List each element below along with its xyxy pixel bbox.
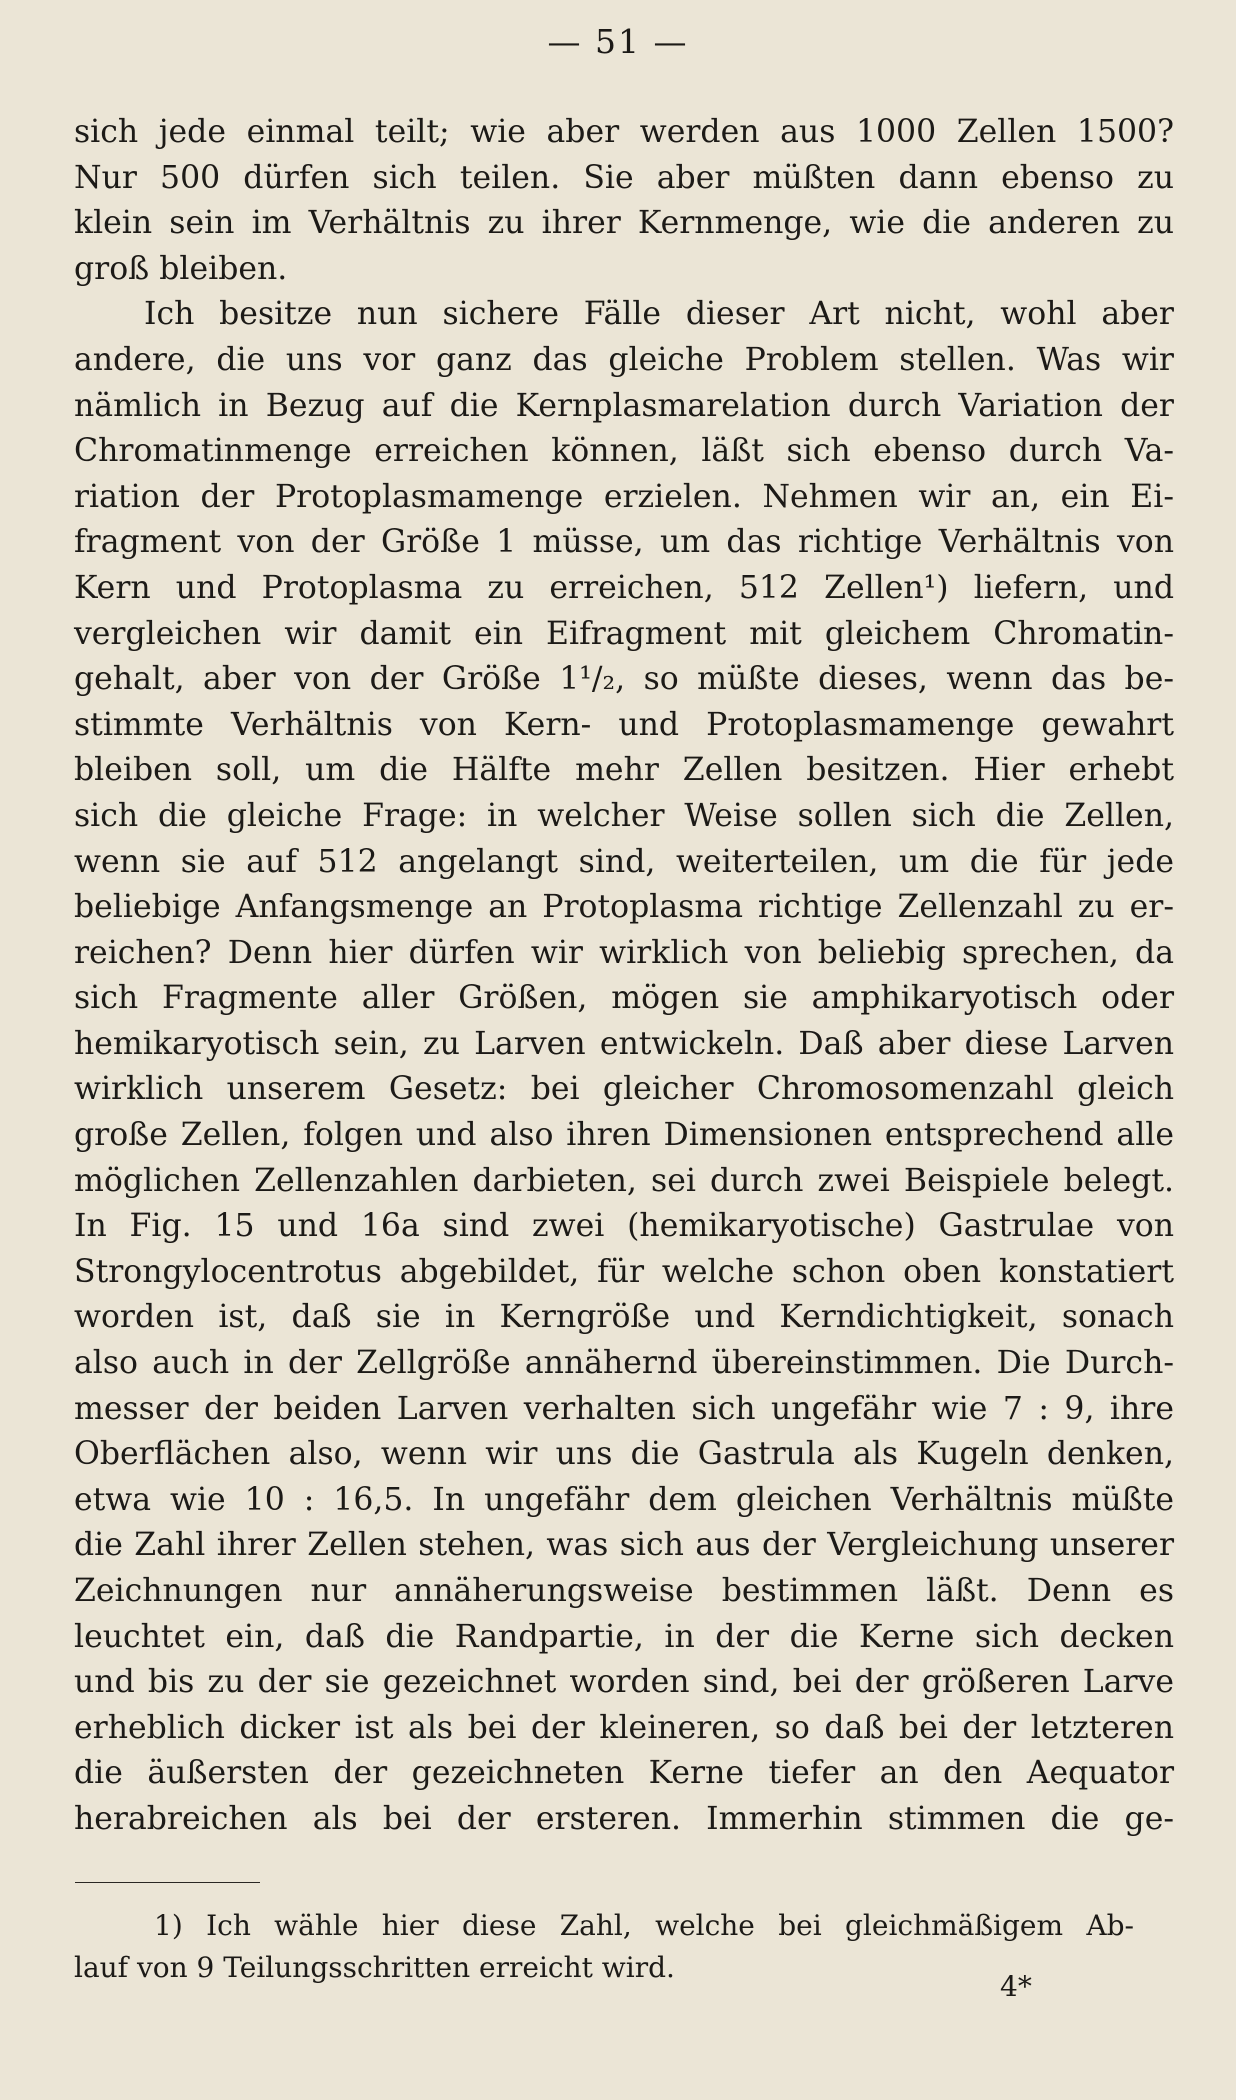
text-line: gehalt, aber von der Größe 1¹/₂, so müßte dieses, wenn das be- [74,661,1174,698]
signature-mark: 4* [1000,1970,1032,2003]
text-line: In Fig. 15 und 16a sind zwei (hemikaryotische) Gastrulae von [74,1208,1174,1245]
text-line: stimmte Verhältnis von Kern- und Protoplasmamenge gewahrt [74,706,1174,743]
text-line: Strongylocentrotus abgebildet, für welche schon oben konstatiert [74,1253,1174,1290]
text-line: wenn sie auf 512 angelangt sind, weiterteilen, um die für jede [74,843,1174,880]
text-line: etwa wie 10 : 16,5. In ungefähr dem gleichen Verhältnis müßte [74,1481,1174,1518]
text-line: vergleichen wir damit ein Eifragment mit gleichem Chromatin- [74,615,1174,652]
text-line: sich Fragmente aller Größen, mögen sie amphikaryotisch oder [74,980,1174,1017]
text-line: erheblich dicker ist als bei der kleineren, so daß bei der letzteren [74,1709,1174,1746]
text-line: die Zahl ihrer Zellen stehen, was sich aus der Vergleichung unserer [74,1527,1174,1564]
footnotes [74,1905,1134,1989]
text-line: wirklich unserem Gesetz: bei gleicher Chromosomenzahl gleich [74,1071,1174,1108]
text-line: leuchtet ein, daß die Randpartie, in der die Kerne sich decken [74,1618,1174,1655]
text-line: klein sein im Verhältnis zu ihrer Kernmenge, wie die anderen zu [74,205,1174,242]
text-line: groß bleiben. [74,250,288,287]
text-line: große Zellen, folgen und also ihren Dimensionen entsprechend alle [74,1117,1174,1154]
page-number: — 51 — [547,22,689,61]
text-line: bleiben soll, um die Hälfte mehr Zellen besitzen. Hier erhebt [74,752,1174,789]
text-line: Kern und Protoplasma zu erreichen, 512 Zellen¹) liefern, und [74,569,1174,606]
text-line: fragment von der Größe 1 müsse, um das richtige Verhältnis von [74,524,1174,561]
footnote-line: lauf von 9 Teilungsschritten erreicht wird. [74,1951,675,1984]
text-line: also auch in der Zellgröße annähernd übereinstimmen. Die Durch- [74,1345,1174,1382]
footnote-divider [75,1882,260,1883]
text-line: andere, die uns vor ganz das gleiche Problem stellen. Was wir [74,341,1174,378]
text-line: nämlich in Bezug auf die Kernplasmarelation durch Variation der [74,387,1174,424]
text-line: herabreichen als bei der ersteren. Immerhin stimmen die ge- [74,1800,1174,1837]
text-line: sich die gleiche Frage: in welcher Weise sollen sich die Zellen, [74,797,1174,834]
text-line: Ich besitze nun sichere Fälle dieser Art nicht, wohl aber [144,296,1174,333]
text-line: Zeichnungen nur annäherungsweise bestimmen läßt. Denn es [74,1573,1174,1609]
text-line: sich jede einmal teilt; wie aber werden aus 1000 Zellen 1500? [74,114,1174,150]
text-line: worden ist, daß sie in Kerngröße und Kerndichtigkeit, sonach [74,1299,1174,1336]
text-line: Nur 500 dürfen sich teilen. Sie aber müßten dann ebenso zu [74,159,1174,196]
text-line: Oberflächen also, wenn wir uns die Gastrula als Kugeln denken, [74,1436,1174,1473]
text-line: messer der beiden Larven verhalten sich ungefähr wie 7 : 9, ihre [74,1390,1174,1427]
text-line: riation der Protoplasmamenge erzielen. Nehmen wir an, ein Ei- [74,478,1174,515]
text-line: beliebige Anfangsmenge an Protoplasma richtige Zellenzahl zu er- [74,889,1174,926]
text-line: die äußersten der gezeichneten Kerne tiefer an den Aequator [74,1755,1174,1792]
body-text [74,110,1174,1843]
text-line: reichen? Denn hier dürfen wir wirklich von beliebig sprechen, da [74,934,1174,971]
text-line: möglichen Zellenzahlen darbieten, sei durch zwei Beispiele belegt. [74,1162,1174,1199]
footnote-line: 1) Ich wähle hier diese Zahl, welche bei gleichmäßigem Ab- [154,1909,1134,1942]
text-line: und bis zu der sie gezeichnet worden sind, bei der größeren Larve [74,1664,1174,1701]
text-line: Chromatinmenge erreichen können, läßt sich ebenso durch Va- [74,433,1174,470]
text-line: hemikaryotisch sein, zu Larven entwickeln. Daß aber diese Larven [74,1025,1174,1062]
